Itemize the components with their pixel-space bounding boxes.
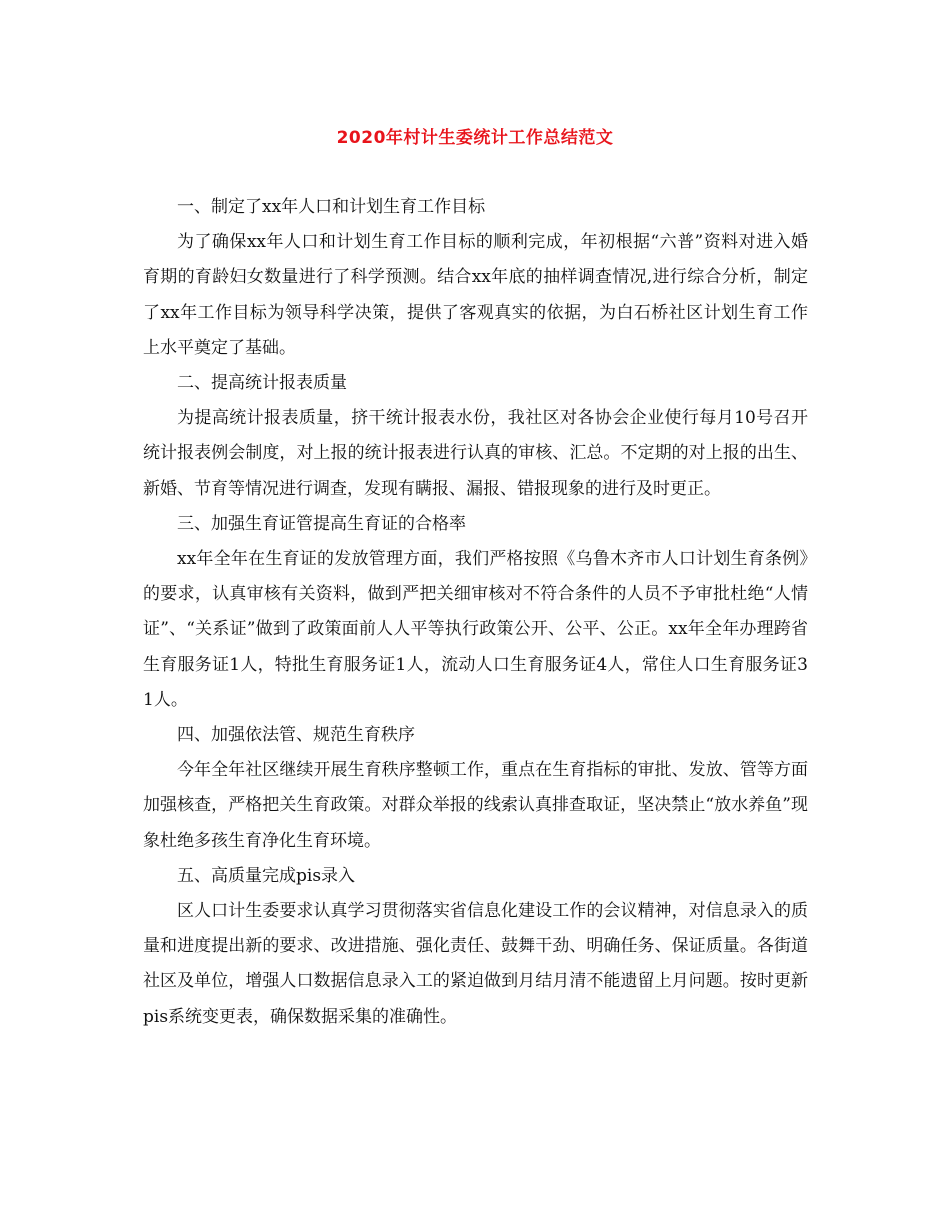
section-heading-2: 二、提高统计报表质量 [177,373,347,394]
section-heading-1: 一、制定了xx年人口和计划生育工作目标 [177,197,486,217]
section-heading-3: 三、加强生育证管提高生育证的合格率 [177,513,466,534]
document-title: 2020年村计生委统计工作总结范文 [336,128,614,148]
section-paragraph-5: 区人口计生委要求认真学习贯彻落实省信息化建设工作的会议精神，对信息录入的质量和进度提出新的要求、改进措施、强化责任、鼓舞干劲、明确任务、保证质量。各街道社区及单位，增强人口数据信息录入工的紧迫做到月结月清不能遗留上月问题。按时更新pis系统变更表，确保数据采集的准确性。 [143,901,808,1027]
section-heading-4: 四、加强依法管、规范生育秩序 [177,725,415,746]
document-body [143,190,808,1035]
section-paragraph-2: 为提高统计报表质量，挤干统计报表水份，我社区对各协会企业使行每月10号召开统计报表例会制度，对上报的统计报表进行认真的审核、汇总。不定期的对上报的出生、新婚、节育等情况进行调查，发现有瞒报、漏报、错报现象的进行及时更正。 [143,408,808,499]
section-heading-5: 五、高质量完成pis录入 [177,865,356,886]
section-paragraph-3: xx年全年在生育证的发放管理方面，我们严格按照《乌鲁木齐市人口计划生育条例》的要求，认真审核有关资料，做到严把关细审核对不符合条件的人员不予审批杜绝“人情证”、“关系证”做到了政策面前人人平等执行政策公开、公平、公正。xx年全年办理跨省生育服务证1人，特批生育服务证1人，流动人口生育服务证4人，常住人口生育服务证31人。 [143,549,808,710]
section-paragraph-1: 为了确保xx年人口和计划生育工作目标的顺利完成，年初根据“六普”资料对进入婚育期的育龄妇女数量进行了科学预测。结合xx年底的抽样调查情况,进行综合分析，制定了xx年工作目标为领导科学决策，提供了客观真实的依据，为白石桥社区计划生育工作上水平奠定了基础。 [143,232,808,358]
section-paragraph-4: 今年全年社区继续开展生育秩序整顿工作，重点在生育指标的审批、发放、管等方面加强核查，严格把关生育政策。对群众举报的线索认真排查取证，坚决禁止“放水养鱼”现象杜绝多孩生育净化生育环境。 [143,760,808,851]
